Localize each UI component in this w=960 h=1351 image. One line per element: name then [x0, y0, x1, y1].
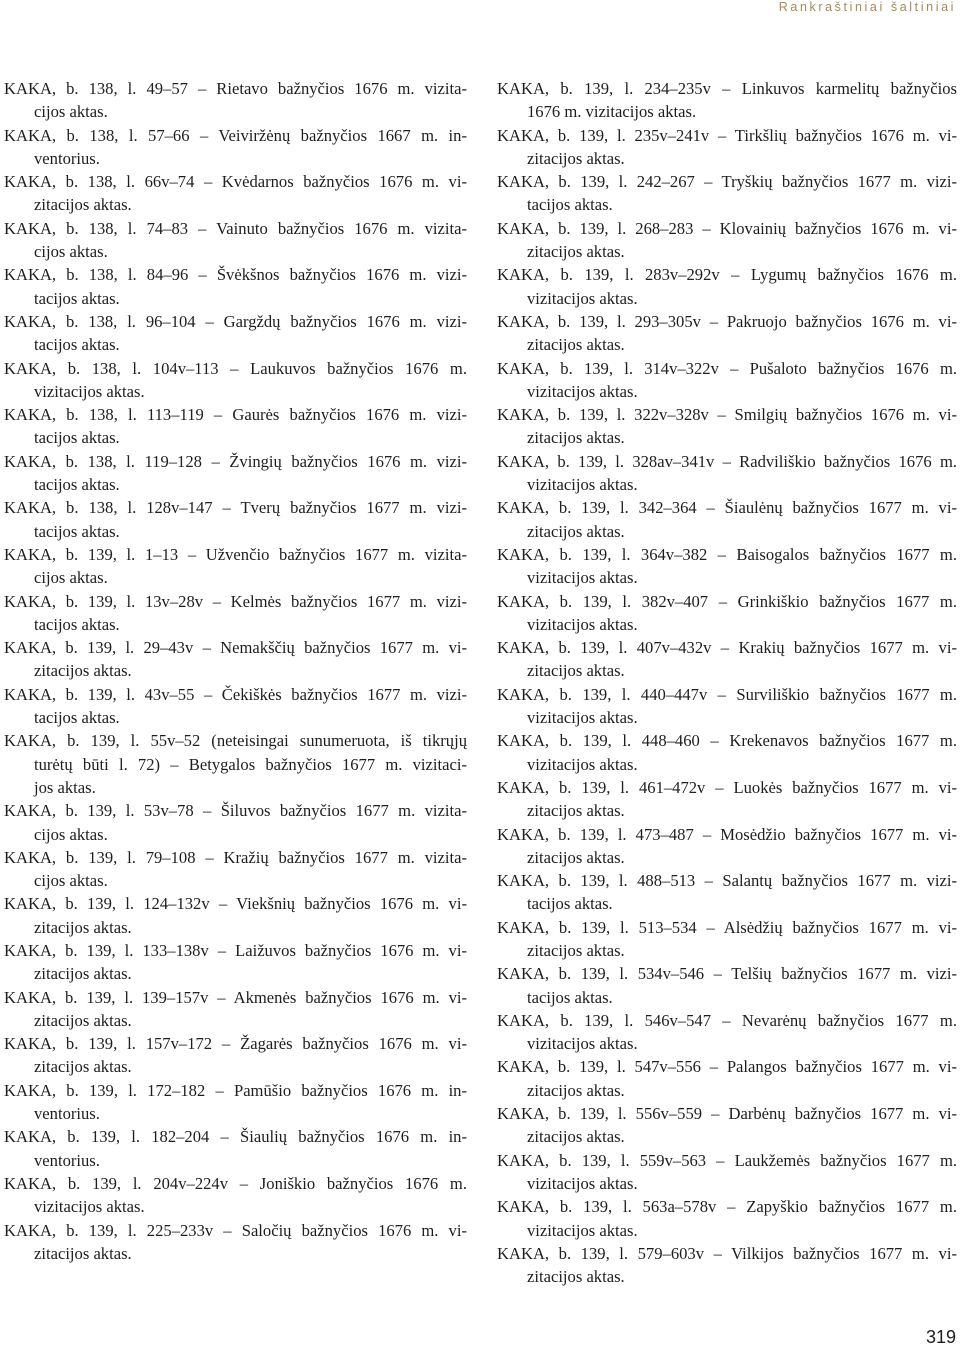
- entry-line-first: KAKA, b. 139, l. 488–513 – Salantų bažnyčios 1677 m. vizi-: [497, 871, 957, 891]
- entry-line-first: KAKA, b. 139, l. 546v–547 – Nevarėnų bažnyčios 1677 m.: [497, 1010, 957, 1030]
- entry-line-continuation: 1676 m. vizitacijos aktas.: [527, 102, 697, 122]
- archive-entry: [4, 310, 467, 357]
- entry-line-continuation: zitacijos aktas.: [527, 940, 625, 960]
- entry-line-first: KAKA, b. 139, l. 559v–563 – Laukžemės bažnyčios 1677 m.: [497, 1150, 957, 1170]
- entry-line-first: KAKA, b. 139, l. 133–138v – Laižuvos bažnyčios 1676 m. vi-: [4, 940, 467, 960]
- right-column: [497, 77, 957, 1288]
- archive-entry: [4, 846, 467, 893]
- entry-line-continuation: tacijos aktas.: [34, 335, 120, 355]
- entry-line-continuation: tacijos aktas.: [34, 521, 120, 541]
- archive-entry: [4, 543, 467, 590]
- entry-line-first: KAKA, b. 139, l. 556v–559 – Darbėnų bažnyčios 1677 m. vi-: [497, 1104, 957, 1124]
- entry-line-continuation: ventorius.: [34, 1150, 100, 1170]
- archive-entry: [4, 729, 467, 799]
- left-column: [4, 77, 467, 1265]
- entry-line-continuation: vizitacijos aktas.: [527, 475, 638, 495]
- archive-entry: [4, 170, 467, 217]
- entry-line-continuation: zitacijos aktas.: [527, 148, 625, 168]
- archive-entry: [4, 403, 467, 450]
- archive-entry: [497, 1102, 957, 1149]
- archive-entry: [4, 357, 467, 404]
- entry-line-first: KAKA, b. 139, l. 322v–328v – Smilgių bažnyčios 1676 m. vi-: [497, 405, 957, 425]
- entry-line-first: KAKA, b. 138, l. 119–128 – Žvingių bažnyčios 1676 m. vizi-: [4, 451, 467, 471]
- entry-line-first: KAKA, b. 139, l. 55v–52 (neteisingai sunumeruota, iš tikrųjų: [4, 731, 467, 751]
- entry-line-continuation: vizitacijos aktas.: [527, 614, 638, 634]
- entry-line-continuation: vizitacijos aktas.: [527, 1220, 638, 1240]
- entry-line-first: KAKA, b. 139, l. 547v–556 – Palangos bažnyčios 1677 m. vi-: [497, 1057, 957, 1077]
- entry-line-continuation: jos aktas.: [34, 777, 96, 797]
- entry-line-continuation: cijos aktas.: [34, 824, 108, 844]
- entry-line-first: KAKA, b. 139, l. 157v–172 – Žagarės bažnyčios 1676 m. vi-: [4, 1034, 467, 1054]
- entry-line-continuation: zitacijos aktas.: [527, 801, 625, 821]
- running-header: Rankraštiniai šaltiniai: [778, 0, 956, 14]
- entry-line-continuation: zitacijos aktas.: [527, 1080, 625, 1100]
- entry-line-continuation: turėtų būti l. 72) – Betygalos bažnyčios 1677 m. vizitaci-: [34, 754, 467, 774]
- entry-line-first: KAKA, b. 139, l. 448–460 – Krekenavos bažnyčios 1677 m.: [497, 731, 957, 751]
- entry-line-first: KAKA, b. 139, l. 242–267 – Tryškių bažnyčios 1677 m. vizi-: [497, 172, 957, 192]
- entry-line-continuation: vizitacijos aktas.: [527, 568, 638, 588]
- archive-entry: [497, 776, 957, 823]
- archive-entry: [4, 496, 467, 543]
- entry-line-first: KAKA, b. 138, l. 49–57 – Rietavo bažnyčios 1676 m. vizita-: [4, 79, 467, 98]
- archive-entry: [497, 77, 957, 124]
- entry-line-first: KAKA, b. 139, l. 182–204 – Šiaulių bažnyčios 1676 m. in-: [4, 1127, 467, 1147]
- archive-entry: [4, 1172, 467, 1219]
- archive-entry: [4, 77, 467, 124]
- entry-line-continuation: tacijos aktas.: [34, 475, 120, 495]
- entry-line-continuation: zitacijos aktas.: [34, 1057, 132, 1077]
- entry-line-continuation: vizitacijos aktas.: [34, 1197, 145, 1217]
- entry-line-first: KAKA, b. 138, l. 104v–113 – Laukuvos bažnyčios 1676 m.: [4, 358, 467, 378]
- entry-line-first: KAKA, b. 139, l. 204v–224v – Joniškio bažnyčios 1676 m.: [4, 1173, 467, 1193]
- entry-line-first: KAKA, b. 138, l. 66v–74 – Kvėdarnos bažnyčios 1676 m. vi-: [4, 172, 467, 192]
- entry-line-continuation: vizitacijos aktas.: [527, 288, 638, 308]
- archive-entry: [497, 263, 957, 310]
- archive-entry: [497, 310, 957, 357]
- entry-line-continuation: zitacijos aktas.: [527, 1267, 625, 1287]
- archive-entry: [497, 217, 957, 264]
- entry-line-continuation: vizitacijos aktas.: [34, 381, 145, 401]
- archive-entry: [4, 683, 467, 730]
- archive-entry: [497, 1009, 957, 1056]
- entry-line-first: KAKA, b. 139, l. 283v–292v – Lygumų bažnyčios 1676 m.: [497, 265, 957, 285]
- entry-line-continuation: tacijos aktas.: [34, 428, 120, 448]
- entry-line-first: KAKA, b. 139, l. 124–132v – Viekšnių bažnyčios 1676 m. vi-: [4, 894, 467, 914]
- entry-line-continuation: ventorius.: [34, 148, 100, 168]
- entry-line-continuation: vizitacijos aktas.: [527, 1034, 638, 1054]
- entry-line-first: KAKA, b. 139, l. 268–283 – Klovainių bažnyčios 1676 m. vi-: [497, 218, 957, 238]
- entry-line-continuation: tacijos aktas.: [34, 288, 120, 308]
- entry-line-first: KAKA, b. 138, l. 96–104 – Gargždų bažnyčios 1676 m. vizi-: [4, 311, 467, 331]
- entry-line-continuation: zitacijos aktas.: [34, 964, 132, 984]
- archive-entry: [497, 124, 957, 171]
- archive-entry: [4, 892, 467, 939]
- archive-entry: [4, 450, 467, 497]
- entry-line-first: KAKA, b. 139, l. 314v–322v – Pušaloto bažnyčios 1676 m.: [497, 358, 957, 378]
- archive-entry: [4, 263, 467, 310]
- entry-line-first: KAKA, b. 139, l. 328av–341v – Radviliškio bažnyčios 1676 m.: [497, 451, 957, 471]
- entry-line-first: KAKA, b. 139, l. 579–603v – Vilkijos bažnyčios 1677 m. vi-: [497, 1243, 957, 1263]
- entry-line-continuation: cijos aktas.: [34, 242, 108, 262]
- archive-entry: [497, 496, 957, 543]
- entry-line-first: KAKA, b. 138, l. 128v–147 – Tverų bažnyčios 1677 m. vizi-: [4, 498, 467, 518]
- entry-line-continuation: vizitacijos aktas.: [527, 708, 638, 728]
- entry-line-continuation: zitacijos aktas.: [34, 917, 132, 937]
- entry-line-first: KAKA, b. 139, l. 53v–78 – Šiluvos bažnyčios 1677 m. vizita-: [4, 801, 467, 821]
- entry-line-continuation: vizitacijos aktas.: [527, 381, 638, 401]
- entry-line-first: KAKA, b. 138, l. 57–66 – Veiviržėnų bažnyčios 1667 m. in-: [4, 125, 467, 145]
- archive-entry: [4, 986, 467, 1033]
- entry-line-first: KAKA, b. 139, l. 13v–28v – Kelmės bažnyčios 1677 m. vizi-: [4, 591, 467, 611]
- entry-line-first: KAKA, b. 139, l. 79–108 – Kražių bažnyčios 1677 m. vizita-: [4, 847, 467, 867]
- entry-line-continuation: cijos aktas.: [34, 568, 108, 588]
- archive-entry: [497, 962, 957, 1009]
- archive-entry: [4, 1219, 467, 1266]
- entry-line-first: KAKA, b. 139, l. 29–43v – Nemakščių bažnyčios 1677 m. vi-: [4, 638, 467, 658]
- archive-entry: [497, 357, 957, 404]
- entry-line-first: KAKA, b. 138, l. 84–96 – Švėkšnos bažnyčios 1676 m. vizi-: [4, 265, 467, 285]
- entry-line-continuation: vizitacijos aktas.: [527, 1173, 638, 1193]
- entry-line-first: KAKA, b. 139, l. 461–472v – Luokės bažnyčios 1677 m. vi-: [497, 777, 957, 797]
- archive-entry: [497, 729, 957, 776]
- entry-line-first: KAKA, b. 139, l. 513–534 – Alsėdžių bažnyčios 1677 m. vi-: [497, 917, 957, 937]
- archive-entry: [497, 1195, 957, 1242]
- archive-entry: [4, 1125, 467, 1172]
- archive-entry: [497, 869, 957, 916]
- entry-line-first: KAKA, b. 139, l. 139–157v – Akmenės bažnyčios 1676 m. vi-: [4, 987, 467, 1007]
- entry-line-continuation: ventorius.: [34, 1104, 100, 1124]
- entry-line-continuation: tacijos aktas.: [34, 708, 120, 728]
- entry-line-continuation: cijos aktas.: [34, 871, 108, 891]
- archive-entry: [497, 403, 957, 450]
- archive-entry: [497, 683, 957, 730]
- entry-line-first: KAKA, b. 139, l. 342–364 – Šiaulėnų bažnyčios 1677 m. vi-: [497, 498, 957, 518]
- entry-line-first: KAKA, b. 138, l. 113–119 – Gaurės bažnyčios 1676 m. vizi-: [4, 405, 467, 425]
- entry-line-first: KAKA, b. 138, l. 74–83 – Vainuto bažnyčios 1676 m. vizita-: [4, 218, 467, 238]
- archive-entry: [497, 1242, 957, 1289]
- entry-line-continuation: zitacijos aktas.: [527, 428, 625, 448]
- archive-entry: [4, 799, 467, 846]
- archive-entry: [497, 170, 957, 217]
- entry-line-first: KAKA, b. 139, l. 563a–578v – Zapyškio bažnyčios 1677 m.: [497, 1197, 957, 1217]
- entry-line-first: KAKA, b. 139, l. 293–305v – Pakruojo bažnyčios 1676 m. vi-: [497, 311, 957, 331]
- entry-line-first: KAKA, b. 139, l. 172–182 – Pamūšio bažnyčios 1676 m. in-: [4, 1080, 467, 1100]
- archive-entry: [4, 939, 467, 986]
- archive-entry: [497, 1149, 957, 1196]
- entry-line-continuation: zitacijos aktas.: [527, 1127, 625, 1147]
- entry-line-first: KAKA, b. 139, l. 440–447v – Surviliškio bažnyčios 1677 m.: [497, 684, 957, 704]
- entry-line-first: KAKA, b. 139, l. 473–487 – Mosėdžio bažnyčios 1677 m. vi-: [497, 824, 957, 844]
- entry-line-continuation: vizitacijos aktas.: [527, 754, 638, 774]
- archive-entry: [497, 450, 957, 497]
- entry-line-continuation: zitacijos aktas.: [527, 521, 625, 541]
- archive-entry: [497, 916, 957, 963]
- entry-line-first: KAKA, b. 139, l. 235v–241v – Tirkšlių bažnyčios 1676 m. vi-: [497, 125, 957, 145]
- archive-entry: [497, 1055, 957, 1102]
- archive-entry: [497, 636, 957, 683]
- entry-line-first: KAKA, b. 139, l. 225–233v – Saločių bažnyčios 1676 m. vi-: [4, 1220, 467, 1240]
- entry-line-continuation: zitacijos aktas.: [34, 661, 132, 681]
- entry-line-continuation: tacijos aktas.: [527, 987, 613, 1007]
- entry-line-first: KAKA, b. 139, l. 43v–55 – Čekiškės bažnyčios 1677 m. vizi-: [4, 684, 467, 704]
- archive-entry: [4, 217, 467, 264]
- entry-line-first: KAKA, b. 139, l. 1–13 – Užvenčio bažnyčios 1677 m. vizita-: [4, 544, 467, 564]
- archive-entry: [497, 543, 957, 590]
- entry-line-continuation: zitacijos aktas.: [527, 847, 625, 867]
- entry-line-continuation: cijos aktas.: [34, 102, 108, 122]
- entry-line-first: KAKA, b. 139, l. 382v–407 – Grinkiškio bažnyčios 1677 m.: [497, 591, 957, 611]
- entry-line-continuation: tacijos aktas.: [34, 614, 120, 634]
- archive-entry: [4, 124, 467, 171]
- archive-entry: [4, 1032, 467, 1079]
- entry-line-first: KAKA, b. 139, l. 234–235v – Linkuvos karmelitų bažnyčios: [497, 79, 957, 98]
- entry-line-continuation: zitacijos aktas.: [527, 242, 625, 262]
- archive-entry: [4, 636, 467, 683]
- entry-line-continuation: zitacijos aktas.: [34, 1010, 132, 1030]
- entry-line-continuation: tacijos aktas.: [527, 195, 613, 215]
- page-number: 319: [925, 1327, 956, 1347]
- entry-line-continuation: zitacijos aktas.: [34, 195, 132, 215]
- entry-line-first: KAKA, b. 139, l. 364v–382 – Baisogalos bažnyčios 1677 m.: [497, 544, 957, 564]
- entry-line-first: KAKA, b. 139, l. 534v–546 – Telšių bažnyčios 1677 m. vizi-: [497, 964, 957, 984]
- entry-line-continuation: zitacijos aktas.: [34, 1243, 132, 1263]
- archive-entry: [4, 590, 467, 637]
- archive-entry: [497, 823, 957, 870]
- entry-line-continuation: tacijos aktas.: [527, 894, 613, 914]
- archive-entry: [4, 1079, 467, 1126]
- entry-line-first: KAKA, b. 139, l. 407v–432v – Krakių bažnyčios 1677 m. vi-: [497, 638, 957, 658]
- entry-line-continuation: zitacijos aktas.: [527, 661, 625, 681]
- entry-line-continuation: zitacijos aktas.: [527, 335, 625, 355]
- archive-entry: [497, 590, 957, 637]
